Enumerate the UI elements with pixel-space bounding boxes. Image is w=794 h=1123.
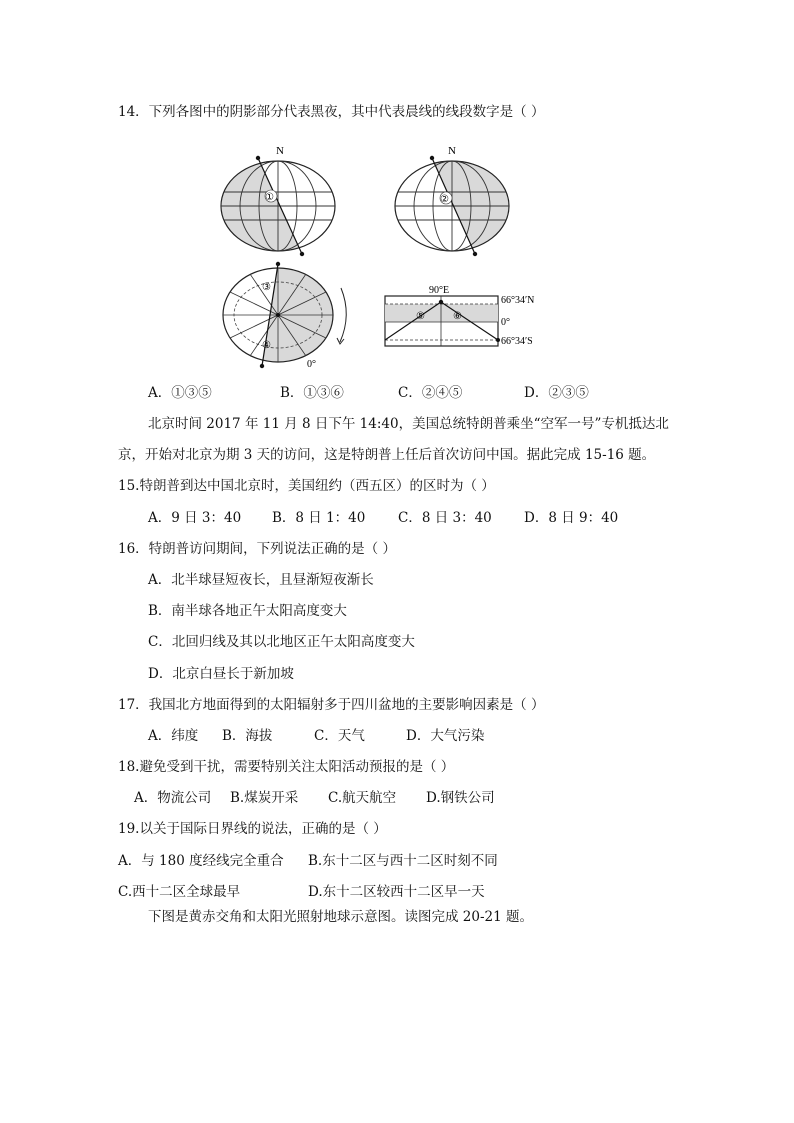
q19-option-c[interactable]: C.西十二区全球最早 [118, 884, 241, 900]
q18-stem: 18.避免受到干扰，需要特别关注太阳活动预报的是（ ） [118, 759, 455, 775]
marker-6: ⑥ [453, 311, 462, 322]
label-equator: 0° [501, 317, 510, 328]
label-66s: 66°34′S [501, 336, 533, 347]
q14-stem: 14．下列各图中的阴影部分代表黑夜，其中代表晨线的线段数字是（ ） [118, 104, 545, 120]
q17-option-a[interactable]: A．纬度 [148, 728, 199, 744]
intro-15-line1: 北京时间 2017 年 11 月 8 日下午 14:40，美国总统特朗普乘坐“空军一号”专机抵达北 [148, 416, 669, 432]
marker-1: ① [265, 192, 274, 203]
q19-stem: 19.以关于国际日界线的说法，正确的是（ ） [118, 821, 387, 837]
q15-option-d[interactable]: D．8 日 9：40 [524, 510, 619, 526]
q14-figure [0, 140, 794, 400]
q14-option-c[interactable]: C．②④⑤ [398, 385, 463, 401]
q15-option-a[interactable]: A．9 日 3：40 [148, 510, 242, 526]
q19-option-b[interactable]: B.东十二区与西十二区时刻不同 [308, 853, 498, 869]
marker-4: ④ [262, 340, 271, 351]
marker-5: ⑤ [416, 311, 425, 322]
polar-lon-label: 0° [307, 359, 316, 370]
q14-option-b[interactable]: B．①③⑥ [280, 385, 344, 401]
q15-option-b[interactable]: B．8 日 1：40 [272, 510, 366, 526]
q18-option-b[interactable]: B.煤炭开采 [230, 790, 299, 806]
q18-option-a[interactable]: A．物流公司 [134, 790, 212, 806]
q17-option-d[interactable]: D．大气污染 [406, 728, 485, 744]
q16-option-a[interactable]: A．北半球昼短夜长，且昼渐短夜渐长 [148, 572, 374, 588]
rect-map [385, 285, 534, 347]
intro-15-line2: 京，开始对北京为期 3 天的访问，这是特朗普上任后首次访问中国。据此完成 15-16 题。 [118, 447, 656, 463]
label-90e: 90°E [429, 285, 450, 296]
q18-option-c[interactable]: C.航天航空 [328, 790, 397, 806]
q17-option-c[interactable]: C．天气 [314, 728, 365, 744]
q16-option-c[interactable]: C．北回归线及其以北地区正午太阳高度变大 [148, 634, 415, 650]
q18-option-d[interactable]: D.钢铁公司 [426, 790, 495, 806]
label-66n: 66°34′N [501, 295, 535, 306]
globe2-north-label: N [448, 145, 456, 157]
globe-1 [221, 145, 335, 256]
marker-3: ③ [262, 282, 271, 293]
marker-2: ② [440, 194, 449, 205]
q19-option-a[interactable]: A．与 180 度经线完全重合 [118, 853, 284, 869]
q16-stem: 16．特朗普访问期间，下列说法正确的是（ ） [118, 541, 396, 557]
q14-option-a[interactable]: A．①③⑤ [148, 385, 212, 401]
q15-option-c[interactable]: C．8 日 3：40 [398, 510, 492, 526]
globe-2 [395, 145, 512, 256]
q19-option-d[interactable]: D.东十二区较西十二区早一天 [308, 884, 485, 900]
q16-option-d[interactable]: D．北京白昼长于新加坡 [148, 666, 294, 682]
q17-option-b[interactable]: B．海拔 [222, 728, 273, 744]
intro-20: 下图是黄赤交角和太阳光照射地球示意图。读图完成 20-21 题。 [148, 909, 533, 925]
globe1-north-label: N [276, 145, 284, 157]
q17-stem: 17．我国北方地面得到的太阳辐射多于四川盆地的主要影响因素是（ ） [118, 697, 545, 713]
q16-option-b[interactable]: B．南半球各地正午太阳高度变大 [148, 603, 347, 619]
polar-view [223, 262, 346, 370]
q15-stem: 15.特朗普到达中国北京时，美国纽约（西五区）的区时为（ ） [118, 478, 495, 494]
q14-option-d[interactable]: D．②③⑤ [524, 385, 589, 401]
